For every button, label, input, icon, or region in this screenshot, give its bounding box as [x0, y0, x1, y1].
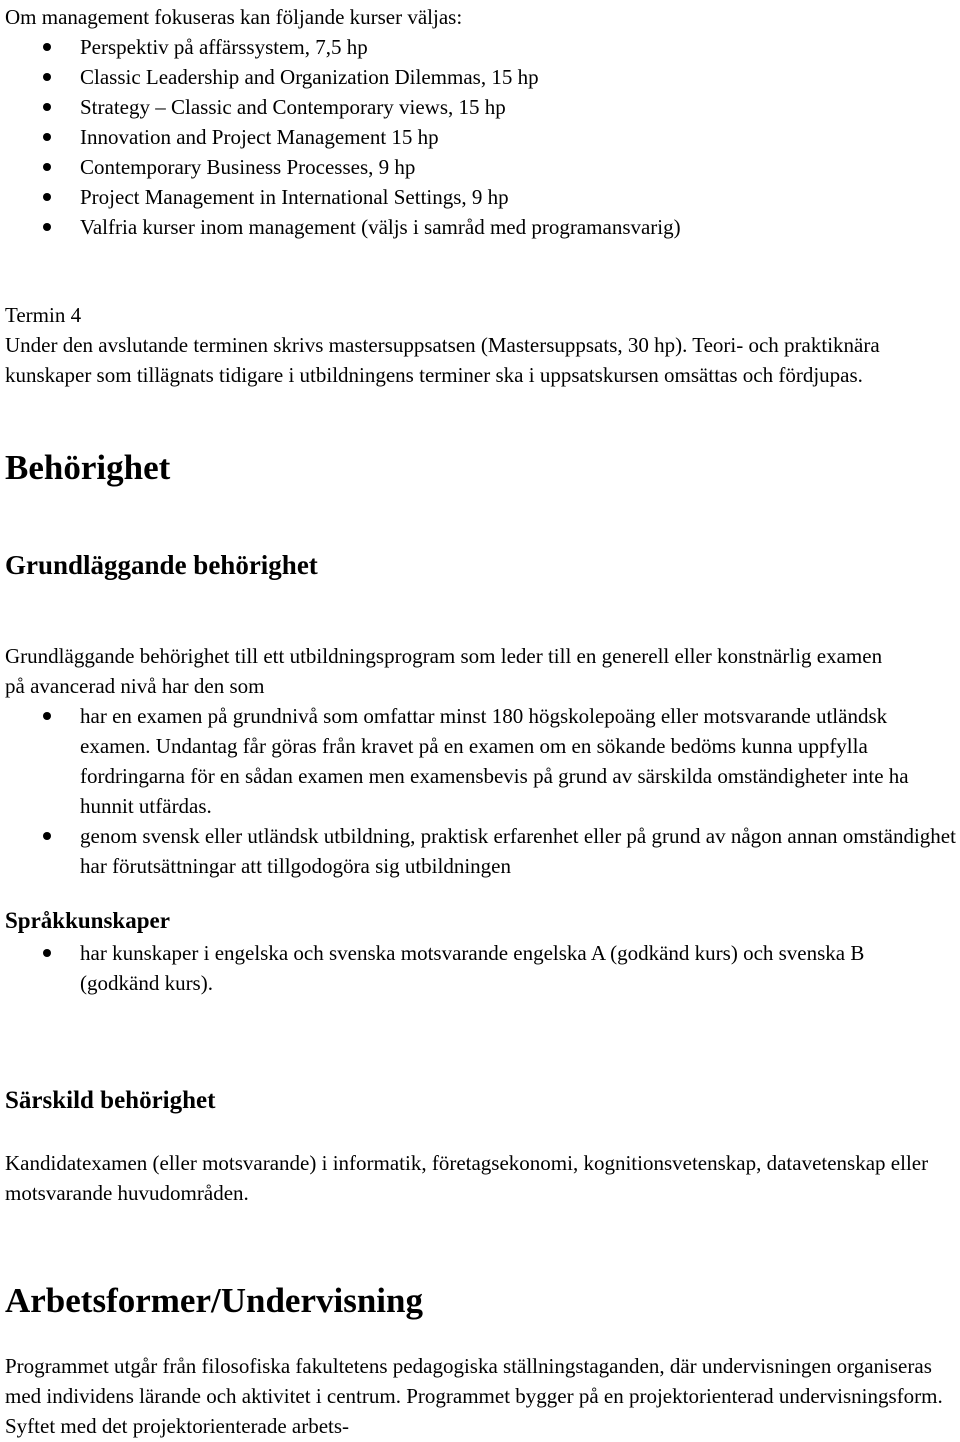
- behorighet-heading: Behörighet: [5, 448, 171, 487]
- list-item: har kunskaper i engelska och svenska motsvarande engelska A (godkänd kurs) och svenska B (godkänd kurs).: [5, 938, 940, 998]
- list-item: Valfria kurser inom management (väljs i samråd med programansvarig): [5, 212, 960, 242]
- sprakkunskaper-list: [5, 938, 940, 998]
- bullet-icon: [43, 712, 51, 720]
- intro-text: Om management fokuseras kan följande kurser väljas:: [5, 5, 463, 29]
- arbetsformer-heading: Arbetsformer/Undervisning: [5, 1281, 424, 1320]
- list-item: Project Management in International Settings, 9 hp: [5, 182, 960, 212]
- grundlaggande-list: [5, 701, 960, 881]
- termin4-heading: Termin 4: [5, 303, 82, 327]
- sarskild-heading: Särskild behörighet: [5, 1087, 216, 1114]
- bullet-icon: [43, 133, 51, 141]
- list-item: Classic Leadership and Organization Dilemmas, 15 hp: [5, 62, 960, 92]
- bullet-icon: [43, 103, 51, 111]
- list-item: har en examen på grundnivå som omfattar minst 180 högskolepoäng eller motsvarande utländsk examen. Undantag får göras från kravet på en examen om en sökande bedöms kunna uppfylla fordringarna för en sådan examen men examensbevis på grund av särskilda omständigheter inte ha hunnit utfärdas.: [5, 701, 960, 821]
- arbetsformer-text: Programmet utgår från filosofiska fakultetens pedagogiska ställningstaganden, där undervisningen organiseras med individens lärande och aktivitet i centrum. Programmet bygger på en projektorienterad undervisningsform. Syftet med det projektorienterade arbets-: [5, 1354, 943, 1438]
- list-item: Innovation and Project Management 15 hp: [5, 122, 960, 152]
- list-item: Contemporary Business Processes, 9 hp: [5, 152, 960, 182]
- sprakkunskaper-heading: Språkkunskaper: [5, 908, 170, 933]
- list-item: Perspektiv på affärssystem, 7,5 hp: [5, 32, 960, 62]
- bullet-icon: [43, 832, 51, 840]
- termin4-text: Under den avslutande terminen skrivs mastersuppsatsen (Mastersuppsats, 30 hp). Teori- och praktiknära kunskaper som tillägnats tidigare i utbildningens terminer ska i uppsatskursen omsättas och fördjupas.: [5, 333, 880, 387]
- management-course-list: [5, 32, 960, 242]
- bullet-icon: [43, 223, 51, 231]
- bullet-icon: [43, 163, 51, 171]
- bullet-icon: [43, 949, 51, 957]
- grundlaggande-heading: Grundläggande behörighet: [5, 550, 318, 580]
- sarskild-text: Kandidatexamen (eller motsvarande) i informatik, företagsekonomi, kognitionsvetenskap, datavetenskap eller motsvarande huvudområden.: [5, 1151, 929, 1205]
- list-item: genom svensk eller utländsk utbildning, praktisk erfarenhet eller på grund av någon annan omständighet har förutsättningar att tillgodogöra sig utbildningen: [5, 821, 960, 881]
- list-item: Strategy – Classic and Contemporary views, 15 hp: [5, 92, 960, 122]
- bullet-icon: [43, 73, 51, 81]
- grundlaggande-text: Grundläggande behörighet till ett utbildningsprogram som leder till en generell eller konstnärlig examen på avancerad nivå har den som: [5, 644, 883, 698]
- bullet-icon: [43, 193, 51, 201]
- bullet-icon: [43, 43, 51, 51]
